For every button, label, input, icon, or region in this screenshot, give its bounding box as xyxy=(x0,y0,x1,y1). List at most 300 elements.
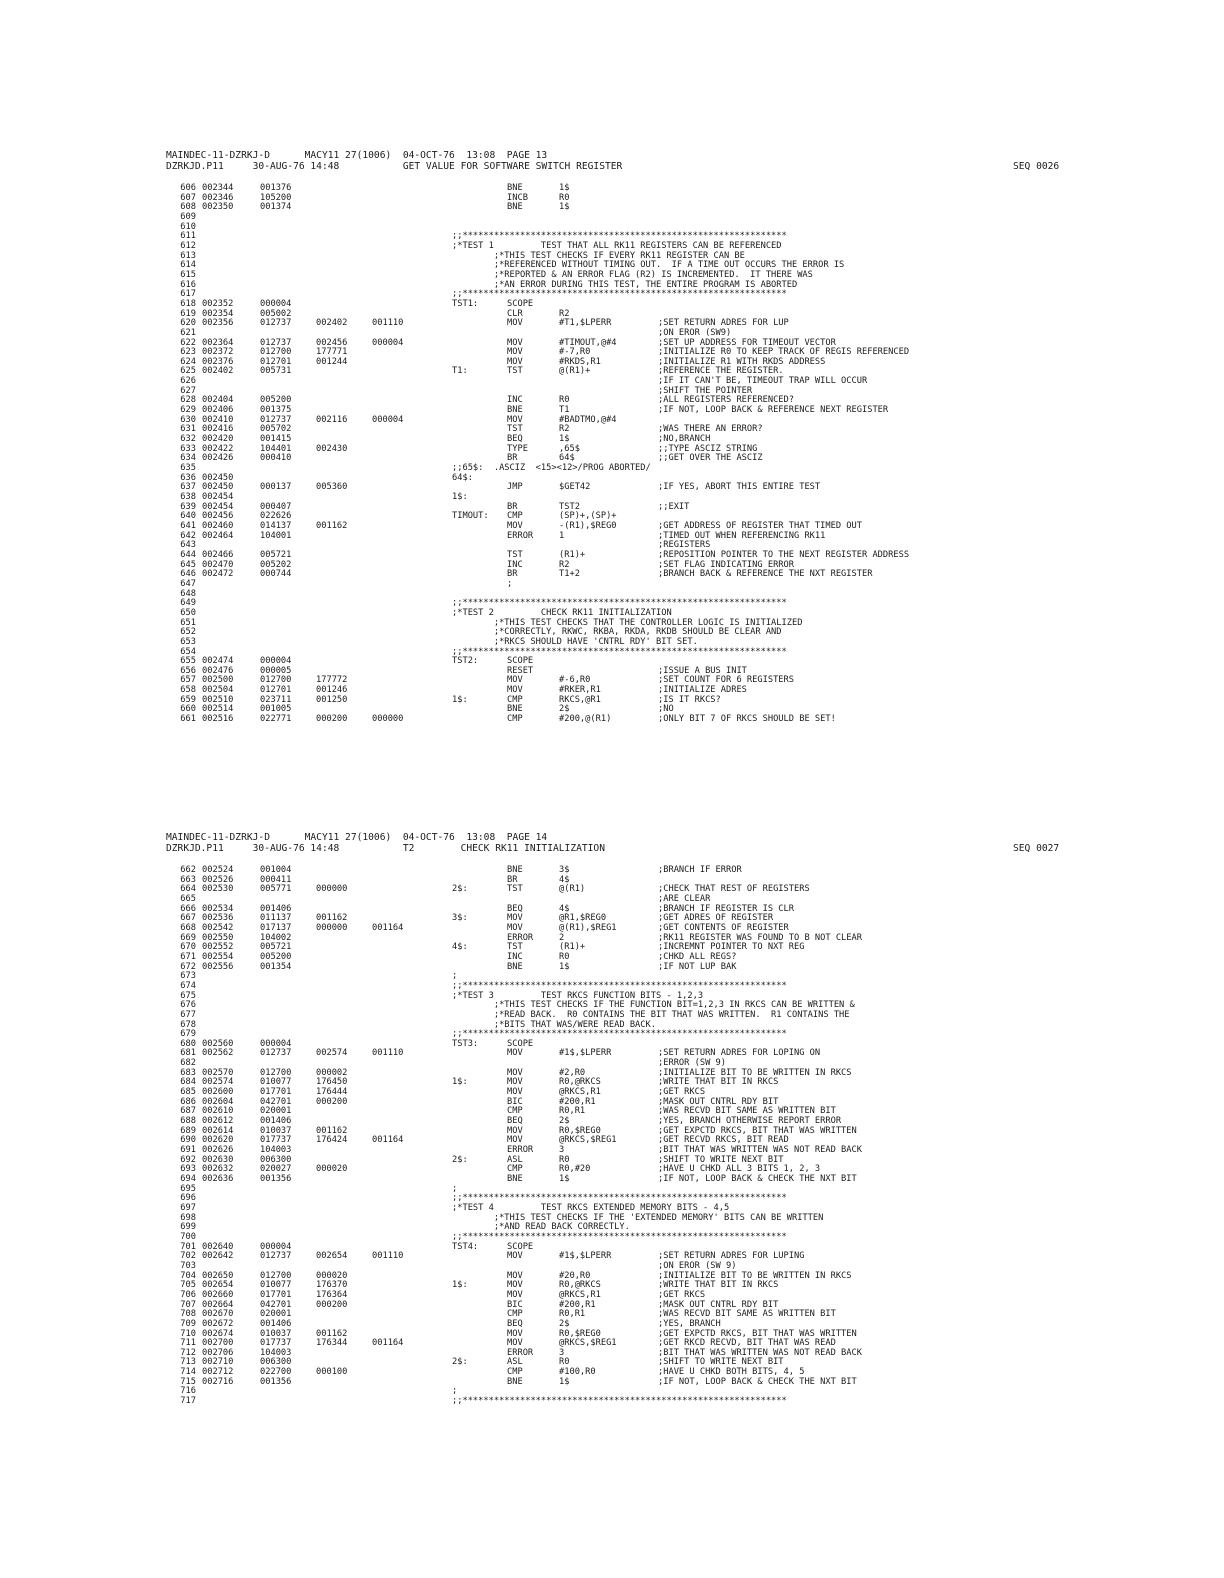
address: 002346 xyxy=(202,192,234,203)
comment: ;SET RETURN ADRES FOR LUP xyxy=(658,318,789,329)
address: 002404 xyxy=(202,395,234,406)
line-number: 645 xyxy=(180,559,196,570)
sequence-number: SEQ 0027 xyxy=(1013,843,1060,854)
object-word-1: 005721 xyxy=(260,549,292,560)
line-number: 664 xyxy=(180,884,196,895)
object-word-1: 000005 xyxy=(260,665,292,676)
object-word-1: 042701 xyxy=(260,1299,292,1310)
comment: ;NO,BRANCH xyxy=(658,434,711,445)
line-number: 672 xyxy=(180,961,196,972)
object-word-3: 000004 xyxy=(372,337,404,348)
line-number: 651 xyxy=(180,617,196,628)
line-number: 623 xyxy=(180,347,196,358)
opcode: TST xyxy=(507,424,523,435)
object-word-1: 001406 xyxy=(260,1318,292,1329)
source-label: 4$: xyxy=(452,942,468,953)
comment: ;ON EROR (SW 9) xyxy=(658,1260,737,1271)
source-text: ;*RKCS SHOULD HAVE 'CNTRL RDY' BIT SET. xyxy=(452,636,698,647)
source-text: ;*REFERENCED WITHOUT TIMING OUT. IF A TIME OUT OCCURS THE ERROR IS xyxy=(452,260,845,271)
opcode: TST xyxy=(507,884,523,895)
line-number: 616 xyxy=(180,279,196,290)
address: 002464 xyxy=(202,530,234,541)
address: 002554 xyxy=(202,951,234,962)
object-word-1: 020001 xyxy=(260,1309,292,1320)
opcode: BNE xyxy=(507,1376,523,1387)
address: 002466 xyxy=(202,549,234,560)
source-text: ;;************************************************************** xyxy=(452,231,787,242)
comment: ;SHIFT TO WRITE NEXT BIT xyxy=(658,1357,784,1368)
address: 002710 xyxy=(202,1357,234,1368)
opcode: RESET xyxy=(507,665,534,676)
object-word-2: 001162 xyxy=(316,1125,348,1136)
address: 002600 xyxy=(202,1087,234,1098)
object-word-1: 001354 xyxy=(260,961,292,972)
comment: ;BIT THAT WAS WRITTEN WAS NOT READ BACK xyxy=(658,1145,862,1156)
comment: ;INCREMNT POINTER TO NXT REG xyxy=(658,942,805,953)
line-number: 709 xyxy=(180,1318,196,1329)
comment: ;SET FLAG INDICATING ERROR xyxy=(658,559,794,570)
source-label: TST4: xyxy=(452,1241,479,1252)
object-word-2: 000000 xyxy=(316,922,348,933)
operands: R0,R1 xyxy=(559,1309,586,1320)
operands: R0,$REG0 xyxy=(559,1328,601,1339)
object-word-1: 001415 xyxy=(260,434,292,445)
comment: ;IF NOT, LOOP BACK & CHECK THE NXT BIT xyxy=(658,1174,857,1184)
line-number: 618 xyxy=(180,298,196,309)
object-word-1: 000004 xyxy=(260,1241,292,1252)
line-number: 644 xyxy=(180,549,196,560)
object-word-2: 176370 xyxy=(316,1280,348,1291)
line-number: 711 xyxy=(180,1338,196,1349)
object-word-1: 010077 xyxy=(260,1077,292,1088)
operands: TST2 xyxy=(559,501,580,512)
address: 002456 xyxy=(202,511,234,522)
source-text: ;;************************************************************** xyxy=(452,1193,787,1204)
address: 002450 xyxy=(202,482,234,493)
object-word-2: 001246 xyxy=(316,685,348,696)
object-word-1: 001406 xyxy=(260,903,292,914)
line-number: 667 xyxy=(180,913,196,924)
source-text: ;;************************************************************** xyxy=(452,289,787,300)
comment: ;CHKD ALL REGS? xyxy=(658,951,737,962)
opcode: MOV xyxy=(507,318,523,329)
line-number: 677 xyxy=(180,1009,196,1020)
object-word-1: 006300 xyxy=(260,1154,292,1165)
object-word-2: 002654 xyxy=(316,1251,348,1262)
comment: ;SET COUNT FOR 6 REGISTERS xyxy=(658,675,794,686)
line-number: 717 xyxy=(180,1396,196,1407)
object-word-1: 000407 xyxy=(260,501,292,512)
object-word-2: 000200 xyxy=(316,1299,348,1310)
opcode: CMP xyxy=(507,1367,523,1378)
line-number: 674 xyxy=(180,980,196,991)
comment: ;GET ADRES OF REGISTER xyxy=(658,913,774,924)
operands: #-6,R0 xyxy=(559,675,591,686)
comment: ;SET RETURN ADRES FOR LOPING ON xyxy=(658,1048,821,1059)
line-number: 681 xyxy=(180,1048,196,1059)
address: 002620 xyxy=(202,1135,234,1146)
object-word-1: 001406 xyxy=(260,1116,292,1127)
line-number: 627 xyxy=(180,385,196,396)
operands: 1$ xyxy=(559,434,570,445)
source-text: ;;************************************************************** xyxy=(452,598,787,609)
source-text: ;;65$: .ASCIZ <15><12>/PROG ABORTED/ xyxy=(452,463,651,474)
line-number: 662 xyxy=(180,865,196,875)
address: 002516 xyxy=(202,714,234,725)
object-word-1: 000410 xyxy=(260,453,292,464)
address: 002422 xyxy=(202,443,234,454)
opcode: CMP xyxy=(507,694,523,705)
object-word-2: 001162 xyxy=(316,1328,348,1339)
source-text: ;*AND READ BACK CORRECTLY. xyxy=(452,1222,630,1233)
opcode: ASL xyxy=(507,1154,523,1165)
source-label: TIMOUT: xyxy=(452,511,489,522)
line-number: 698 xyxy=(180,1212,196,1223)
comment: ;IF NOT, LOOP BACK & CHECK THE NXT BIT xyxy=(658,1376,857,1387)
comment: ;WAS RECVD BIT SAME AS WRITTEN BIT xyxy=(658,1309,836,1320)
line-number: 715 xyxy=(180,1376,196,1387)
line-number: 607 xyxy=(180,192,196,203)
object-word-1: 010037 xyxy=(260,1328,292,1339)
opcode: ; xyxy=(507,578,513,589)
address: 002454 xyxy=(202,492,234,502)
address: 002420 xyxy=(202,434,234,445)
line-number: 625 xyxy=(180,366,196,377)
source-label: TST1: xyxy=(452,298,479,309)
operands: 1$ xyxy=(559,961,570,972)
operands: 64$ xyxy=(559,453,575,464)
line-number: 678 xyxy=(180,1019,196,1030)
object-word-1: 104003 xyxy=(260,1145,292,1156)
object-word-1: 104001 xyxy=(260,530,292,541)
address: 002514 xyxy=(202,704,234,715)
opcode: MOV xyxy=(507,1125,523,1136)
object-word-2: 176344 xyxy=(316,1338,348,1349)
opcode: TST xyxy=(507,366,523,377)
comment: ;MASK OUT CNTRL RDY BIT xyxy=(658,1299,779,1310)
address: 002474 xyxy=(202,656,234,667)
operands: R0,@RKCS xyxy=(559,1280,601,1291)
address: 002472 xyxy=(202,569,234,580)
operands: $GET42 xyxy=(559,482,591,493)
operands: (R1)+ xyxy=(559,942,586,953)
line-number: 630 xyxy=(180,414,196,425)
address: 002630 xyxy=(202,1154,234,1165)
operands: #-7,R0 xyxy=(559,347,591,358)
opcode: CMP xyxy=(507,1106,523,1117)
object-word-2: 000200 xyxy=(316,1096,348,1107)
line-number: 683 xyxy=(180,1067,196,1078)
opcode: BEQ xyxy=(507,1116,523,1127)
source-text: ;*TEST 4 TEST RKCS EXTENDED MEMORY BITS - 4,5 xyxy=(452,1202,730,1213)
line-number: 650 xyxy=(180,607,196,618)
line-number: 652 xyxy=(180,627,196,638)
comment: ;REFERENCE THE REGISTER. xyxy=(658,366,784,377)
comment: ;ARE CLEAR xyxy=(658,893,711,904)
comment: ;WRITE THAT BIT IN RKCS xyxy=(658,1077,779,1088)
object-word-1: 005702 xyxy=(260,424,292,435)
object-word-2: 177771 xyxy=(316,347,348,358)
object-word-3: 000004 xyxy=(372,414,404,425)
source-label: 64$: xyxy=(452,472,473,483)
object-word-1: 001356 xyxy=(260,1376,292,1387)
comment: ;IF NOT LUP BAK xyxy=(658,961,737,972)
source-label: TST2: xyxy=(452,656,479,667)
comment: ;SHIFT THE POINTER xyxy=(658,385,753,396)
object-word-1: 001005 xyxy=(260,704,292,715)
source-label: ; xyxy=(452,1183,458,1194)
address: 002450 xyxy=(202,472,234,483)
line-number: 671 xyxy=(180,951,196,962)
opcode: SCOPE xyxy=(507,1241,534,1252)
object-word-1: 017701 xyxy=(260,1289,292,1300)
object-word-1: 001004 xyxy=(260,865,292,875)
object-word-1: 000744 xyxy=(260,569,292,580)
operands: #200,@(R1) xyxy=(559,714,612,725)
line-number: 624 xyxy=(180,356,196,367)
line-number: 635 xyxy=(180,463,196,474)
object-word-1: 010037 xyxy=(260,1125,292,1136)
comment: ;INITIALIZE BIT TO BE WRITTEN IN RKCS xyxy=(658,1270,852,1281)
line-number: 654 xyxy=(180,646,196,657)
opcode: TYPE xyxy=(507,443,528,454)
comment: ;GET ADDRESS OF REGISTER THAT TIMED OUT xyxy=(658,520,862,531)
operands: @RKCS,$REG1 xyxy=(559,1338,617,1349)
line-number: 679 xyxy=(180,1029,196,1040)
source-label: 2$: xyxy=(452,884,468,895)
opcode: SCOPE xyxy=(507,298,534,309)
opcode: CMP xyxy=(507,511,523,522)
operands: 1$ xyxy=(559,183,570,193)
line-number: 693 xyxy=(180,1164,196,1175)
address: 002534 xyxy=(202,903,234,914)
line-number: 699 xyxy=(180,1222,196,1233)
address: 002352 xyxy=(202,298,234,309)
object-word-1: 017737 xyxy=(260,1135,292,1146)
source-label: 1$: xyxy=(452,1280,468,1291)
address: 002636 xyxy=(202,1174,234,1184)
object-word-2: 176450 xyxy=(316,1077,348,1088)
object-word-1: 017701 xyxy=(260,1087,292,1098)
line-number: 702 xyxy=(180,1251,196,1262)
operands: #200,R1 xyxy=(559,1299,596,1310)
source-text: ;*TEST 3 TEST RKCS FUNCTION BITS - 1,2,3 xyxy=(452,990,704,1001)
line-number: 696 xyxy=(180,1193,196,1204)
header-line-1: MAINDEC-11-DZRKJ-D MACY11 27(1006) 04-OCT-76 13:08 PAGE 13 xyxy=(166,150,548,161)
source-text: ;*READ BACK. R0 CONTAINS THE BIT THAT WAS WRITTEN. R1 CONTAINS THE xyxy=(452,1009,850,1020)
address: 002570 xyxy=(202,1067,234,1078)
address: 002410 xyxy=(202,414,234,425)
comment: ;GET RECVD RKCS, BIT READ xyxy=(658,1135,789,1146)
object-word-2: 176444 xyxy=(316,1087,348,1098)
comment: ;GET RKCD RECVD, BIT THAT WAS READ xyxy=(658,1338,836,1349)
address: 002674 xyxy=(202,1328,234,1339)
line-number: 632 xyxy=(180,434,196,445)
opcode: BIC xyxy=(507,1299,523,1310)
object-word-1: 001356 xyxy=(260,1174,292,1184)
operands: #1$,$LPERR xyxy=(559,1048,612,1059)
opcode: BEQ xyxy=(507,434,523,445)
opcode: ERROR xyxy=(507,1145,534,1156)
object-word-1: 012737 xyxy=(260,337,292,348)
object-word-1: 005200 xyxy=(260,951,292,962)
operands: R0 xyxy=(559,395,570,406)
line-number: 636 xyxy=(180,472,196,483)
address: 002542 xyxy=(202,922,234,933)
line-number: 620 xyxy=(180,318,196,329)
operands: 3 xyxy=(559,1347,565,1358)
opcode: MOV xyxy=(507,337,523,348)
operands: #20,R0 xyxy=(559,1270,591,1281)
object-word-1: 005202 xyxy=(260,559,292,570)
line-number: 697 xyxy=(180,1202,196,1213)
line-number: 609 xyxy=(180,211,196,222)
page-header xyxy=(0,150,1224,176)
address: 002574 xyxy=(202,1077,234,1088)
line-number: 619 xyxy=(180,308,196,319)
opcode: MOV xyxy=(507,1087,523,1098)
operands: R0,#20 xyxy=(559,1164,591,1175)
address: 002402 xyxy=(202,366,234,377)
object-word-1: 006300 xyxy=(260,1357,292,1368)
address: 002664 xyxy=(202,1299,234,1310)
address: 002356 xyxy=(202,318,234,329)
comment: ;REGISTERS xyxy=(658,540,711,551)
address: 002350 xyxy=(202,202,234,213)
line-number: 646 xyxy=(180,569,196,580)
object-word-1: 022700 xyxy=(260,1367,292,1378)
opcode: MOV xyxy=(507,1338,523,1349)
line-number: 638 xyxy=(180,492,196,502)
line-number: 628 xyxy=(180,395,196,406)
comment: ;IF NOT, LOOP BACK & REFERENCE NEXT REGISTER xyxy=(658,405,889,416)
line-number: 655 xyxy=(180,656,196,667)
address: 002500 xyxy=(202,675,234,686)
listing-page-14 xyxy=(0,832,1224,1407)
comment: ;ON EROR (SW9) xyxy=(658,327,732,338)
object-word-2: 000200 xyxy=(316,714,348,725)
object-word-1: 001375 xyxy=(260,405,292,416)
line-number: 714 xyxy=(180,1367,196,1378)
line-number: 649 xyxy=(180,598,196,609)
comment: ;WRITE THAT BIT IN RKCS xyxy=(658,1280,779,1291)
operands: #T1,$LPERR xyxy=(559,318,612,329)
comment: ;;GET OVER THE ASCIZ xyxy=(658,453,763,464)
opcode: TST xyxy=(507,942,523,953)
object-word-1: 022626 xyxy=(260,511,292,522)
object-word-3: 001110 xyxy=(372,1251,404,1262)
object-word-3: 001164 xyxy=(372,1135,404,1146)
line-number: 617 xyxy=(180,289,196,300)
operands: 2 xyxy=(559,932,565,943)
operands: R2 xyxy=(559,308,570,319)
line-number: 631 xyxy=(180,424,196,435)
opcode: ERROR xyxy=(507,1347,534,1358)
line-number: 690 xyxy=(180,1135,196,1146)
opcode: BNE xyxy=(507,704,523,715)
line-number: 705 xyxy=(180,1280,196,1291)
address: 002470 xyxy=(202,559,234,570)
object-word-1: 010077 xyxy=(260,1280,292,1291)
object-word-3: 001110 xyxy=(372,318,404,329)
opcode: MOV xyxy=(507,685,523,696)
address: 002552 xyxy=(202,942,234,953)
object-word-1: 017737 xyxy=(260,1338,292,1349)
comment: ;WAS THERE AN ERROR? xyxy=(658,424,763,435)
address: 002556 xyxy=(202,961,234,972)
opcode: MOV xyxy=(507,1077,523,1088)
object-word-1: 042701 xyxy=(260,1096,292,1107)
line-number: 682 xyxy=(180,1058,196,1069)
operands: @RKCS,R1 xyxy=(559,1087,601,1098)
line-number: 629 xyxy=(180,405,196,416)
opcode: BNE xyxy=(507,1174,523,1184)
line-number: 657 xyxy=(180,675,196,686)
object-word-1: 012700 xyxy=(260,1270,292,1281)
object-word-1: 000137 xyxy=(260,482,292,493)
line-number: 701 xyxy=(180,1241,196,1252)
address: 002372 xyxy=(202,347,234,358)
operands: @R1,$REG0 xyxy=(559,913,607,924)
line-number: 612 xyxy=(180,240,196,251)
comment: ;INITIALIZE R1 WITH RKDS ADDRESS xyxy=(658,356,826,367)
operands: #1$,$LPERR xyxy=(559,1251,612,1262)
opcode: BIC xyxy=(507,1096,523,1107)
object-word-3: 001164 xyxy=(372,1338,404,1349)
source-text: ;*THIS TEST CHECKS IF THE 'EXTENDED MEMORY' BITS CAN BE WRITTEN xyxy=(452,1212,824,1223)
operands: R0,@RKCS xyxy=(559,1077,601,1088)
line-number: 659 xyxy=(180,694,196,705)
line-number: 626 xyxy=(180,376,196,387)
address: 002504 xyxy=(202,685,234,696)
object-word-2: 001162 xyxy=(316,520,348,531)
address: 002460 xyxy=(202,520,234,531)
operands: R2 xyxy=(559,424,570,435)
opcode: ERROR xyxy=(507,530,534,541)
line-number: 610 xyxy=(180,221,196,232)
line-number: 608 xyxy=(180,202,196,213)
comment: ;YES, BRANCH OTHERWISE REPORT ERROR xyxy=(658,1116,842,1127)
address: 002712 xyxy=(202,1367,234,1378)
comment: ;SHIFT TO WRITE NEXT BIT xyxy=(658,1154,784,1165)
line-number: 647 xyxy=(180,578,196,589)
comment: ;IF IT CAN'T BE, TIMEOUT TRAP WILL OCCUR xyxy=(658,376,868,387)
comment: ;NO xyxy=(658,704,674,715)
line-number: 703 xyxy=(180,1260,196,1271)
object-word-1: 012700 xyxy=(260,1067,292,1078)
line-number: 670 xyxy=(180,942,196,953)
opcode: SCOPE xyxy=(507,656,534,667)
operands: 4$ xyxy=(559,874,570,885)
opcode: BR xyxy=(507,453,518,464)
object-word-1: 012701 xyxy=(260,356,292,367)
line-number: 641 xyxy=(180,520,196,531)
object-word-2: 177772 xyxy=(316,675,348,686)
address: 002550 xyxy=(202,932,234,943)
object-word-2: 000002 xyxy=(316,1067,348,1078)
object-word-1: 011137 xyxy=(260,913,292,924)
comment: ;ONLY BIT 7 OF RKCS SHOULD BE SET! xyxy=(658,714,836,725)
line-number: 706 xyxy=(180,1289,196,1300)
header-line-1: MAINDEC-11-DZRKJ-D MACY11 27(1006) 04-OCT-76 13:08 PAGE 14 xyxy=(166,832,548,843)
comment: ;ISSUE A BUS INIT xyxy=(658,665,747,676)
source-text: ;*TEST 2 CHECK RK11 INITIALIZATION xyxy=(452,607,672,618)
operands: T1 xyxy=(559,405,570,416)
opcode: BNE xyxy=(507,183,523,193)
opcode: MOV xyxy=(507,1048,523,1059)
object-word-1: 012737 xyxy=(260,1048,292,1059)
operands: #RKER,R1 xyxy=(559,685,601,696)
